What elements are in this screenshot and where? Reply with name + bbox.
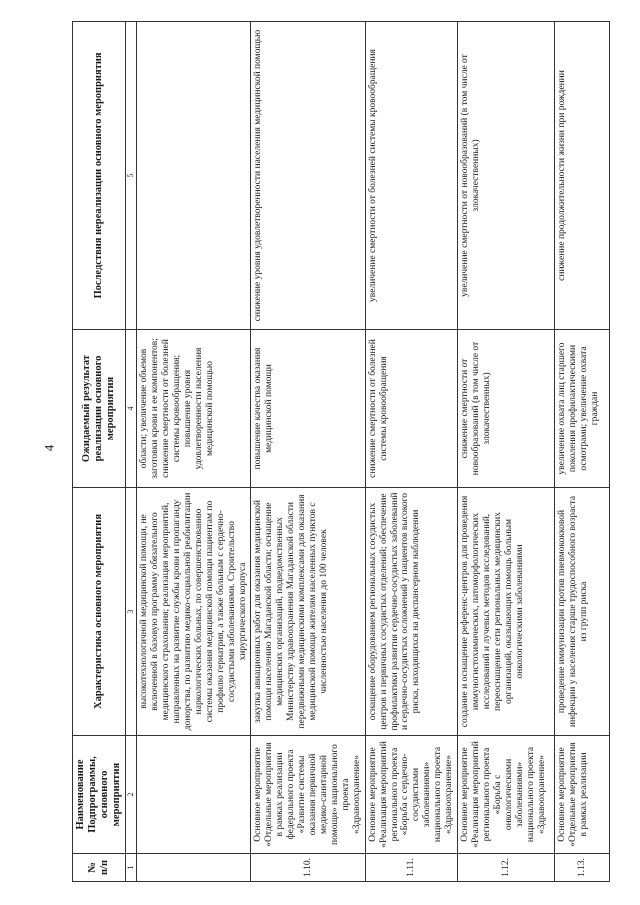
table-row	[458, 22, 555, 882]
column-number: 5	[126, 22, 137, 330]
table-row	[137, 22, 251, 882]
row-name	[137, 736, 251, 854]
row-number: 1.10.	[251, 854, 365, 882]
row-result: повышение качества оказания медицинской помощи	[251, 330, 365, 488]
rotated-page	[72, 22, 600, 882]
page-number: 4	[41, 444, 57, 452]
row-description: создание и оснащение референс-центров для проведения иммуногистохимических, патоморфологических исследований и лучевых методов исследований, переоснащение сети региональных медицинских организаций, оказывающих помощь больным онкологическими заболеваниями	[458, 488, 555, 736]
row-result: снижение смертности от новообразований (в том числе от злокачественных)	[458, 330, 555, 488]
header-consequence: Последствия нереализации основного мероприятия	[73, 22, 126, 330]
row-description: оснащение оборудованием региональных сосудистых центров и первичных сосудистых отделений; обеспечение профилактики развития сердечно-сосудистых заболеваний и сердечно-сосудистых осложнений у пациентов высокого риска, находящихся на диспансерном наблюдении	[365, 488, 457, 736]
table-row	[365, 22, 457, 882]
row-consequence	[137, 22, 251, 330]
table-region	[72, 22, 600, 882]
column-number: 3	[126, 488, 137, 736]
row-number: 1.12.	[458, 854, 555, 882]
row-result: снижение смертности от болезней системы кровообращения	[365, 330, 457, 488]
row-consequence: снижение уровня удовлетворенности населения медицинской помощью	[251, 22, 365, 330]
column-number-row	[126, 22, 137, 882]
row-name: Основное мероприятие «Отдельные мероприятия в рамках реализации	[555, 736, 610, 854]
row-number: 1.11.	[365, 854, 457, 882]
row-name: Основное мероприятие «Отдельные мероприятия в рамках реализации федерального проекта «Развитие системы оказания первичной медико-санитарной помощи» национального проекта «Здравоохранение»	[251, 736, 365, 854]
row-description: закупка авиационных работ для оказания медицинской помощи населению Магаданской области; оснащение медицинских организаций, подведомственных Министерству здравоохранения Магаданской области передвижными медицинскими комплексами для оказания медицинской помощи жителям населенных пунктов с численностью населения до 100 человек	[251, 488, 365, 736]
header-row	[73, 22, 126, 882]
header-num: № п/п	[73, 854, 126, 882]
header-name: Наименование Подпрограммы, основного мероприятия	[73, 736, 126, 854]
row-result: увеличение охвата лиц старшего поколения профилактическими осмотрами; увеличение охвата граждан	[555, 330, 610, 488]
table-row	[555, 22, 610, 882]
row-description: проведение иммунизации против пневмококковой инфекции у населения старше трудоспособного возраста из групп риска	[555, 488, 610, 736]
row-consequence: увеличение смертности от болезней системы кровообращения	[365, 22, 457, 330]
row-consequence: снижение продолжительности жизни при рождении	[555, 22, 610, 330]
activities-table	[72, 21, 610, 882]
table-row	[251, 22, 365, 882]
row-number: 1.13.	[555, 854, 610, 882]
row-name: Основное мероприятие «Реализация мероприятий регионального проекта «Борьба с сердечно-сосудистыми заболеваниями» национального проекта «Здравоохранение»	[365, 736, 457, 854]
row-number	[137, 854, 251, 882]
row-name: Основное мероприятие «Реализация мероприятий регионального проекта «Борьба с онкологическими заболеваниями» национального проекта «Здравоохранение»	[458, 736, 555, 854]
row-consequence: увеличение смертности от новообразований (в том числе от злокачественных)	[458, 22, 555, 330]
column-number: 4	[126, 330, 137, 488]
header-result: Ожидаемый результат реализации основного мероприятия	[73, 330, 126, 488]
column-number: 1	[126, 854, 137, 882]
row-description: высокотехнологичной медицинской помощи, не включенной в базовую программу обязательного медицинского страхования; реализация мероприятий, направленных на развитие службы крови и пропаганду донорства, по развитию медико-социальной реабилитации наркологических больных, по совершенствованию системы оказания медицинской помощи пациентам по профилю гериатрия, а также больным с сердечно-сосудистыми заболеваниями. Строительство хирургического корпуса	[137, 488, 251, 736]
column-number: 2	[126, 736, 137, 854]
row-result: области; увеличение объемов заготовки крови и ее компонентов; снижение смертности от болезней системы кровообращения; повышение уровня удовлетворенности населения медицинской помощью	[137, 330, 251, 488]
header-description: Характеристика основного мероприятия	[73, 488, 126, 736]
